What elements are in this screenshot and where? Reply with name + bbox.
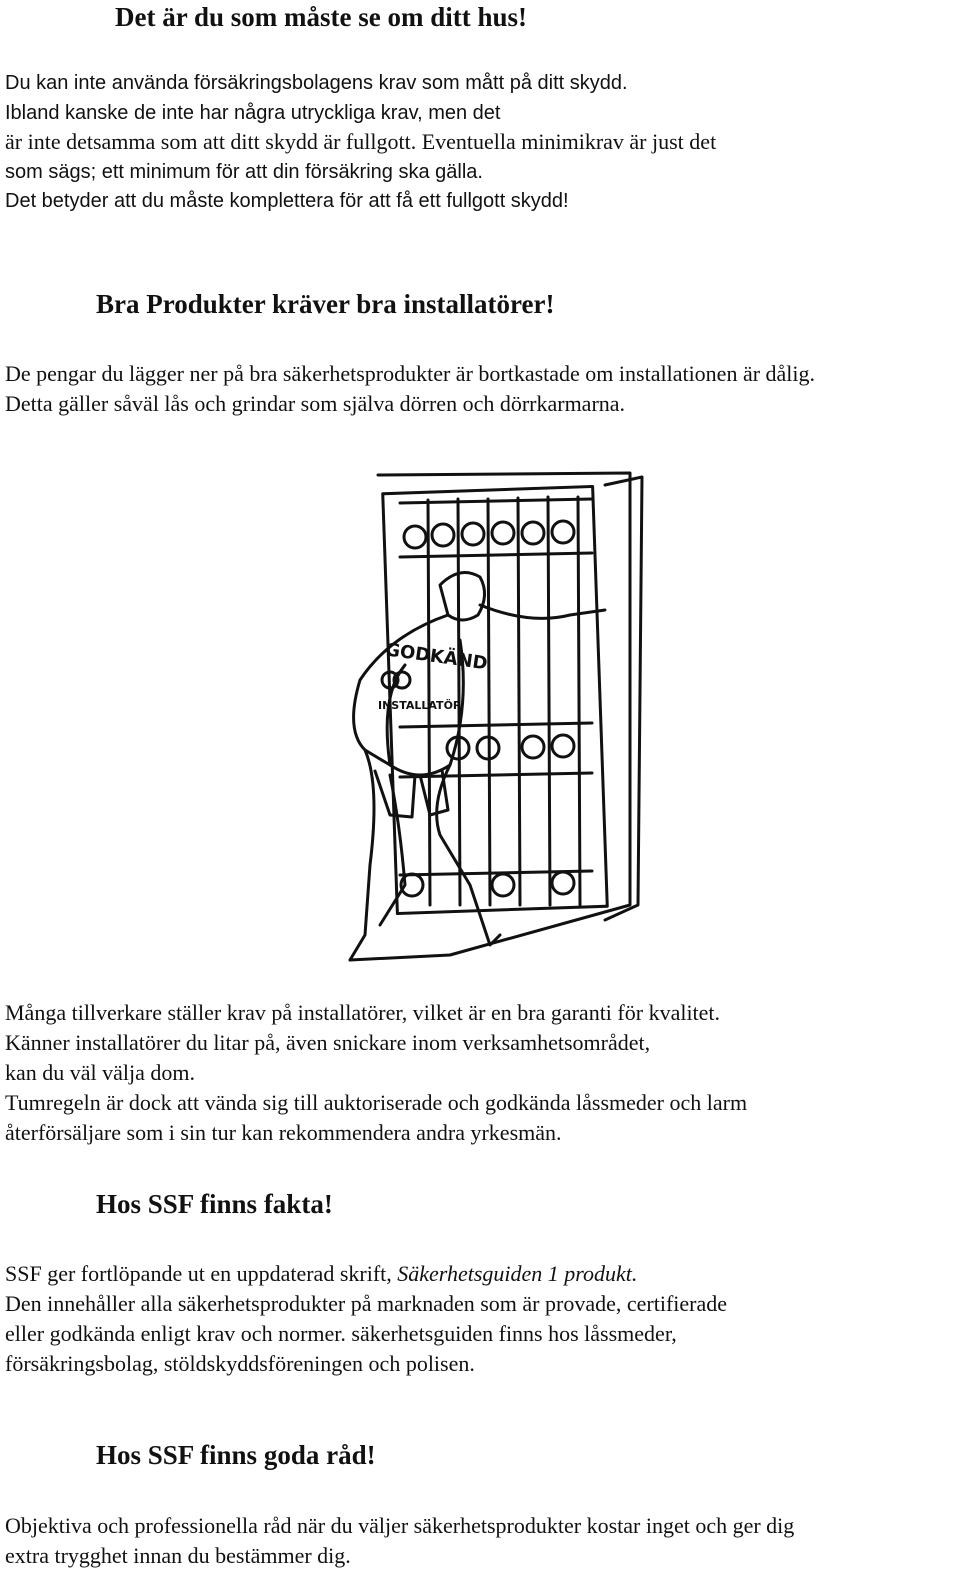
paragraph-line: Den innehåller alla säkerhetsprodukter på marknaden som är provade, certifierade [5,1291,728,1316]
paragraph-line: Detta gäller såväl lås och grindar som själva dörren och dörrkarmarna. [5,391,626,416]
heading-good-installers: Bra Produkter kräver bra installatörer! [96,289,555,319]
paragraph-line: Det betyder att du måste komplettera för att få ett fullgott skydd! [5,190,569,212]
paragraph-line: Ibland kanske de inte har några utryckliga krav, men det [5,102,501,124]
heading-ssf-facts: Hos SSF finns fakta! [96,1189,333,1219]
paragraph-line: Tumregeln är dock att vända sig till auktoriserade och godkända låssmeder och larm [5,1090,748,1115]
paragraph-line: Objektiva och professionella råd när du väljer säkerhetsprodukter kostar inget och ger dig [5,1513,795,1538]
paragraph-line: återförsäljare som i sin tur kan rekommendera andra yrkesmän. [5,1120,562,1145]
paragraph-line: Många tillverkare ställer krav på installatörer, vilket är en bra garanti för kvalitet. [5,1000,721,1025]
installer-illustration [330,465,650,965]
paragraph-line: försäkringsbolag, stöldskyddsföreningen och polisen. [5,1351,475,1376]
paragraph-line: Du kan inte använda försäkringsbolagens krav som mått på ditt skydd. [5,72,628,94]
line-prefix: SSF ger fortlöpande ut en uppdaterad skrift, [5,1261,398,1286]
paragraph-line [5,1259,637,1289]
paragraph-line: De pengar du lägger ner på bra säkerhetsprodukter är bortkastade om installationen är dålig. [5,361,816,386]
paragraph-line: eller godkända enligt krav och normer. säkerhetsguiden finns hos låssmeder, [5,1321,677,1346]
heading-ssf-advice: Hos SSF finns goda råd! [96,1440,376,1470]
paragraph-line: som sägs; ett minimum för att din försäkring ska gälla. [5,161,483,183]
publication-title: Säkerhetsguiden 1 produkt. [397,1261,638,1286]
paragraph-line: kan du väl välja dom. [5,1060,196,1085]
paragraph-line: extra trygghet innan du bestämmer dig. [5,1543,351,1568]
paragraph-line: är inte detsamma som att ditt skydd är fullgott. Eventuella minimikrav är just det [5,129,717,154]
paragraph-line: Känner installatörer du litar på, även snickare inom verksamhetsområdet, [5,1030,651,1055]
heading-own-house: Det är du som måste se om ditt hus! [115,2,527,32]
patch-label: INSTALLATÖR [378,699,462,712]
back-label: GODKÄND [383,639,489,675]
